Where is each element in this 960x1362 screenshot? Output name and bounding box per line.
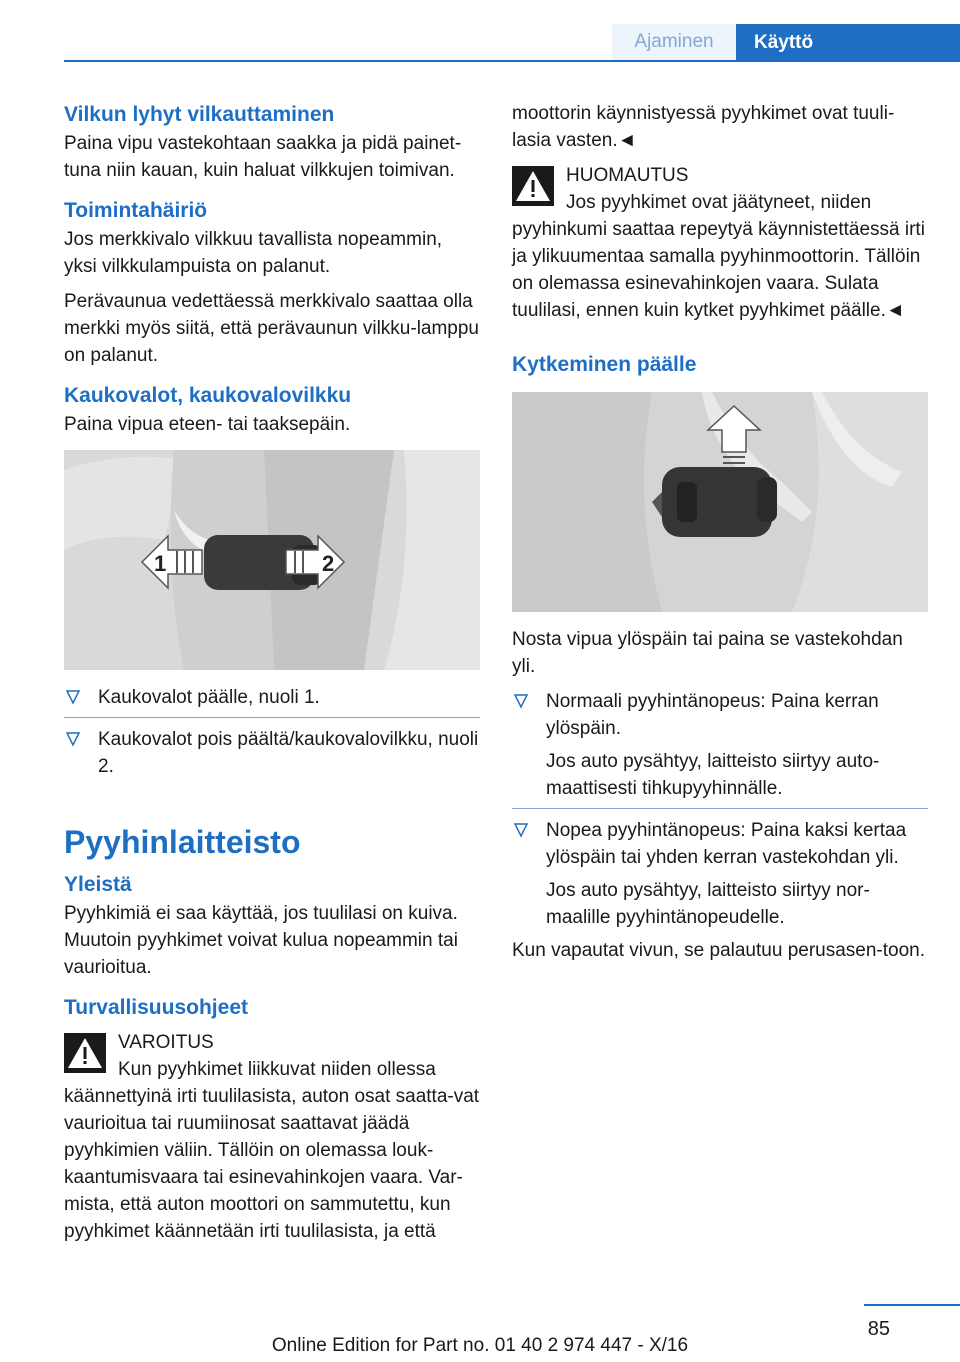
paragraph-hairio-1: Jos merkkivalo vilkkuu tavallista nopeammin, yksi vilkkulampuista on palanut. <box>64 229 443 277</box>
bullet-text: Kaukovalot päälle, nuoli 1. <box>98 687 320 708</box>
warning-block <box>64 1029 480 1245</box>
paragraph-yleista: Pyyhkimiä ei saa käyttää, jos tuulilasi on kuiva. Muutoin pyyhkimet voivat kulua nopeammin tai vaurioitua. <box>64 903 458 978</box>
note-title: HUOMAUTUS <box>566 165 689 186</box>
section-tab-ajaminen[interactable]: Ajaminen <box>612 24 736 60</box>
footer-rule <box>864 1304 960 1306</box>
footer-edition: Online Edition for Part no. 01 40 2 974 447 - X/16 <box>271 1335 689 1356</box>
bullet-text: Kaukovalot pois päältä/kaukovalovilkku, nuoli 2. <box>98 729 479 777</box>
paragraph-continued: moottorin käynnistyessä pyyhkimet ovat tuuli-lasia vasten.◄ <box>512 103 895 151</box>
heading-pyyhinlaitteisto: Pyyhinlaitteisto <box>64 824 301 860</box>
note-text: Jos pyyhkimet ovat jäätyneet, niiden pyyhinkumi saattaa repeytyä käynnistettäessä irti ja ylikuumentaa samalla pyyhinmoottorin. Tällöin on olemassa esinevahinkojen vaara. Sulata tuulilasi, ennen kuin kytket pyyhkimet päälle.◄ <box>512 192 925 321</box>
paragraph-vilkku: Paina vipu vastekohtaan saakka ja pidä painet-tuna niin kauan, kuin haluat vilkkujen toimivan. <box>64 133 462 181</box>
left-column <box>64 100 480 1245</box>
paragraph-hairio-2: Perävaunua vedettäessä merkkivalo saattaa olla merkki myös siitä, että perävaunun vilkku-lamppu on palanut. <box>64 291 480 366</box>
bullet-nopea-nopeus <box>512 817 928 931</box>
bullet-triangle-icon <box>64 730 82 748</box>
warning-text: Kun pyyhkimet liikkuvat niiden ollessa käännettyinä irti tuulilasista, auton osat saatta-vat vaurioitua tai ruumiinosat saattavat jäädä pyyhkimien väliin. Tällöin on olemassa louk-kaantumisvaara tai esinevahinkojen vaara. Var-mista, että auton moottori on sammutettu, kun pyyhkimet käännetään irti tuulilasista, ja että <box>64 1059 480 1242</box>
warning-triangle-icon <box>64 1033 106 1073</box>
bullet-subtext: Jos auto pysähtyy, laitteisto siirtyy nor-maalille pyyhintänopeudelle. <box>546 880 870 928</box>
bullet-kaukovalot-paalle <box>64 684 480 711</box>
wiper-lever-figure <box>512 392 928 612</box>
paragraph-vapautat: Kun vapautat vivun, se palautuu perusasen-toon. <box>512 940 926 961</box>
warning-triangle-icon <box>512 166 554 206</box>
bullet-triangle-icon <box>512 821 530 839</box>
heading-toimintahairio: Toimintahäiriö <box>64 199 208 222</box>
heading-yleista: Yleistä <box>64 873 132 896</box>
bullet-triangle-icon <box>512 692 530 710</box>
header-rule <box>64 60 960 62</box>
right-column <box>512 100 928 972</box>
bullet-text: Normaali pyyhintänopeus: Paina kerran ylöspäin. <box>546 691 879 739</box>
heading-kaukovalot: Kaukovalot, kaukovalovilkku <box>64 384 352 407</box>
high-beam-lever-figure <box>64 450 480 670</box>
bullet-kaukovalot-pois <box>64 726 480 780</box>
warning-title: VAROITUS <box>118 1032 214 1053</box>
bullet-divider <box>64 717 480 718</box>
arrow-1-label: 1 <box>154 551 167 576</box>
section-tab-kaytto[interactable]: Käyttö <box>736 24 960 62</box>
bullet-triangle-icon <box>64 688 82 706</box>
bullet-text: Nopea pyyhintänopeus: Paina kaksi kertaa ylöspäin tai yhden kerran vastekohdan yli. <box>546 820 907 868</box>
bullet-divider <box>512 808 928 809</box>
paragraph-kaukovalot: Paina vipua eteen- tai taaksepäin. <box>64 414 351 435</box>
bullet-normaali-nopeus <box>512 688 928 802</box>
arrow-2-label: 2 <box>322 551 335 576</box>
page-number: 85 <box>867 1318 890 1340</box>
paragraph-nosta-vipua: Nosta vipua ylöspäin tai paina se vastekohdan yli. <box>512 629 903 677</box>
heading-kytkeminen-paalle: Kytkeminen päälle <box>512 353 697 376</box>
bullet-subtext: Jos auto pysähtyy, laitteisto siirtyy auto-maattisesti tihkupyyhinnälle. <box>546 751 880 799</box>
heading-turvallisuusohjeet: Turvallisuusohjeet <box>64 996 248 1019</box>
note-block <box>512 162 928 324</box>
heading-vilkun-lyhyt: Vilkun lyhyt vilkauttaminen <box>64 103 335 126</box>
